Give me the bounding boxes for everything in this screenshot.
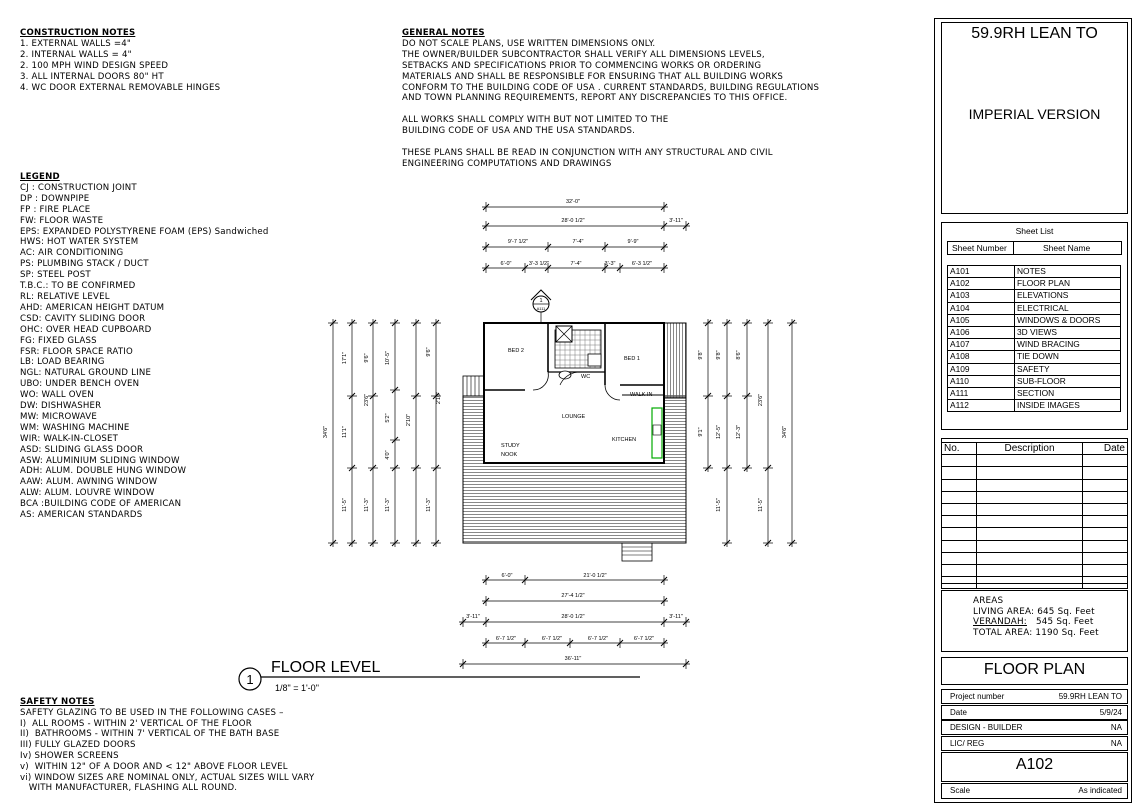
revision-row: [942, 491, 1128, 503]
note-line: MATERIALS AND SHALL BE RESPONSIBLE FOR ENSURING THAT ALL BUILDING WORKS: [402, 71, 783, 82]
sheet-row: [948, 387, 1121, 399]
dim-top-main: 28'-0 1/2": [561, 218, 585, 224]
sheet-list-title: Sheet List: [1015, 226, 1054, 236]
dim-bottom-row3-mid: 28'-0 1/2": [561, 614, 585, 620]
legend-item: FSR: FLOOR SPACE RATIO: [20, 346, 133, 357]
dim-left: 11'-3": [385, 498, 391, 512]
dim-right: 12'-3": [736, 424, 742, 440]
dim-bottom-row4: 6'-7 1/2": [541, 636, 563, 642]
legend-item: SP: STEEL POST: [20, 270, 91, 281]
living-area: LIVING AREA: 645 Sq. Feet: [973, 606, 1095, 617]
sheet-number-cell: A107: [948, 339, 1015, 351]
dim-right: 9'8": [698, 350, 704, 360]
note-line: AND TOWN PLANNING REQUIREMENTS, REPORT ANY DISCREPANCIES TO THIS OFFICE.: [402, 93, 788, 104]
legend-item: AC: AIR CONDITIONING: [20, 248, 124, 259]
view-scale: 1/8" = 1'-0": [275, 683, 319, 693]
legend-item: ASW: ALUMINIUM SLIDING WINDOW: [20, 455, 180, 466]
revision-row: [942, 528, 1128, 540]
sheet-name-cell: SECTION: [1015, 387, 1121, 399]
view-title: FLOOR LEVEL: [271, 659, 381, 676]
legend-item: HWS: HOT WATER SYSTEM: [20, 237, 139, 248]
info-label: LIC/ REG: [950, 738, 985, 748]
sheet-name-cell: INSIDE IMAGES: [1015, 400, 1121, 412]
sheet-number-cell: A106: [948, 326, 1015, 338]
legend-item: OHC: OVER HEAD CUPBOARD: [20, 324, 152, 335]
safety-item: vi) WINDOW SIZES ARE NOMINAL ONLY, ACTUAL SIZES WILL VARY: [20, 772, 315, 783]
view-number: 1: [246, 672, 254, 687]
sheet-title: FLOOR PLAN: [983, 661, 1086, 678]
legend-item: WO: WALL OVEN: [20, 390, 94, 401]
dim-top-right: 3'-11": [669, 218, 683, 224]
dim-top-row4: 3'-3": [604, 261, 616, 267]
section-number: 1: [539, 298, 543, 304]
dim-left: 11'1": [342, 426, 348, 438]
legend: [20, 172, 269, 521]
legend-item: DW: DISHWASHER: [20, 401, 102, 412]
dim-left: 11'-3": [426, 498, 432, 512]
legend-item: WIR: WALK-IN-CLOSET: [20, 433, 119, 444]
verandah-area: [973, 617, 1099, 628]
note-item: 2. INTERNAL WALLS = 4": [20, 49, 132, 60]
dim-bottom-row3-left: 3'-11": [466, 614, 480, 620]
revision-row: [942, 503, 1128, 515]
info-value: 59.9RH LEAN TO: [1058, 692, 1122, 701]
room-label-nook: NOOK: [501, 452, 518, 458]
col-sheet-name: Sheet Name: [1043, 243, 1091, 253]
dim-bottom-row3-right: 3'-11": [669, 614, 683, 620]
dim-top-row4: 6'-0": [500, 261, 512, 267]
sheet-row: [948, 290, 1121, 302]
revision-row: [942, 455, 1128, 467]
safety-item: III) FULLY GLAZED DOORS: [20, 740, 136, 751]
legend-item: BCA :BUILDING CODE OF AMERICAN: [20, 499, 182, 510]
sheet-list-table: [947, 265, 1121, 412]
room-label-study: STUDY: [501, 443, 520, 449]
dim-top-row3: 7'-4": [572, 239, 584, 245]
note-line: ALL WORKS SHALL COMPLY WITH BUT NOT LIMITED TO THE: [402, 115, 669, 126]
legend-item: FP : FIRE PLACE: [20, 204, 91, 215]
dim-right: 9'1": [698, 427, 704, 437]
sheet-row: [948, 400, 1121, 412]
note-line: DO NOT SCALE PLANS, USE WRITTEN DIMENSIONS ONLY.: [402, 38, 656, 49]
dim-top-row3: 9'-7 1/2": [507, 239, 529, 245]
dim-right: 8'6": [736, 350, 742, 360]
sheet-row: [948, 375, 1121, 387]
info-label: Date: [950, 707, 967, 717]
legend-item: ASD: SLIDING GLASS DOOR: [20, 444, 144, 455]
info-label: DESIGN - BUILDER: [950, 723, 1023, 732]
revision-row: [942, 467, 1128, 479]
dim-bottom-row2: 27'-4 1/2": [561, 593, 585, 599]
rev-col-desc: Description: [977, 443, 1083, 455]
sheet-name-cell: SUB-FLOOR: [1015, 375, 1121, 387]
safety-item: II) BATHROOMS - WITHIN 7' VERTICAL OF THE BATH BASE: [20, 729, 280, 740]
rev-col-date: Date: [1083, 443, 1128, 455]
rev-col-no: No.: [942, 443, 977, 455]
sheet-name-cell: FLOOR PLAN: [1015, 278, 1121, 290]
section-marker: [531, 290, 551, 323]
info-value: 5/9/24: [1099, 707, 1122, 717]
sheet-number-cell: A108: [948, 351, 1015, 363]
dim-right: 11'-5": [716, 498, 722, 512]
floor-plan-drawing: [320, 190, 800, 670]
room-label-kitchen: KITCHEN: [612, 437, 637, 443]
legend-item: FW: FLOOR WASTE: [20, 215, 104, 226]
revision-row: [942, 516, 1128, 528]
legend-item: PS: PLUMBING STACK / DUCT: [20, 259, 149, 270]
dim-bottom-row4: 6'-7 1/2": [587, 636, 609, 642]
safety-item: I) ALL ROOMS - WITHIN 2' VERTICAL OF THE FLOOR: [20, 718, 252, 729]
dim-left: 2'10": [406, 413, 412, 427]
scale-value: As indicated: [1078, 786, 1122, 795]
dim-bottom-row4: 6'-7 1/2": [495, 636, 517, 642]
sheet-name-cell: 3D VIEWS: [1015, 326, 1121, 338]
areas: [973, 596, 1099, 638]
total-area: TOTAL AREA: 1190 Sq. Feet: [973, 627, 1099, 638]
safety-item: SAFETY GLAZING TO BE USED IN THE FOLLOWING CASES –: [20, 707, 284, 718]
dim-top-row4: 7'-4": [570, 261, 582, 267]
legend-item: T.B.C.: TO BE CONFIRMED: [20, 281, 136, 292]
kitchen-bench: [652, 408, 662, 458]
sheet-number-cell: A102: [948, 278, 1015, 290]
areas-title: AREAS: [973, 596, 1004, 606]
sheet-number-cell: A103: [948, 290, 1015, 302]
legend-item: DP : DOWNPIPE: [20, 193, 90, 204]
legend-item: EPS: EXPANDED POLYSTYRENE FOAM (EPS) Sandwiched: [20, 226, 269, 237]
sheet-number-cell: A112: [948, 400, 1015, 412]
legend-item: ALW: ALUM. LOUVRE WINDOW: [20, 488, 155, 499]
dim-top-row4: 3'-3 1/2": [528, 261, 550, 267]
legend-item: CJ : CONSTRUCTION JOINT: [20, 182, 137, 193]
legend-title: LEGEND: [20, 172, 60, 182]
dim-bottom-row1: 21'-0 1/2": [583, 573, 607, 579]
note-line: ENGINEERING COMPUTATIONS AND DRAWINGS: [402, 158, 612, 169]
note-line: BUILDING CODE OF USA AND THE USA STANDARDS.: [402, 126, 636, 137]
legend-item: ADH: ALUM. DOUBLE HUNG WINDOW: [20, 466, 187, 477]
version-label: IMPERIAL VERSION: [968, 106, 1101, 122]
general-notes-title: GENERAL NOTES: [402, 28, 485, 38]
dim-top-row4: 6'-3 1/2": [631, 261, 653, 267]
sheet-name-cell: NOTES: [1015, 266, 1121, 278]
dim-top-row3: 9'-9": [627, 239, 639, 245]
info-value: NA: [1110, 723, 1122, 732]
room-label-wc: WC: [581, 374, 591, 380]
legend-item: AS: AMERICAN STANDARDS: [20, 510, 143, 521]
legend-item: RL: RELATIVE LEVEL: [20, 291, 110, 302]
sheet-number-cell: A101: [948, 266, 1015, 278]
safety-item: Iv) SHOWER SCREENS: [20, 750, 119, 761]
verandah-label: VERANDAH:: [973, 617, 1027, 628]
safety-item: WITH MANUFACTURER, FLASHING ALL ROUND.: [20, 783, 238, 794]
legend-item: UBO: UNDER BENCH OVEN: [20, 379, 140, 390]
dim-bottom-row1: 6'-0": [501, 573, 513, 579]
scale-label: Scale: [950, 786, 971, 795]
sheet-number-cell: A105: [948, 314, 1015, 326]
sheet-name-cell: ELECTRICAL: [1015, 302, 1121, 314]
dim-left: 9'6": [364, 353, 370, 363]
revision-row: [942, 479, 1128, 491]
dim-left: 10'-5": [385, 350, 391, 366]
general-notes: [402, 28, 819, 170]
sheet-number-cell: A110: [948, 375, 1015, 387]
project-title: 59.9RH LEAN TO: [971, 25, 1098, 42]
note-line: THE OWNER/BUILDER SUBCONTRACTOR SHALL VERIFY ALL DIMENSIONS LEVELS,: [402, 49, 765, 60]
legend-item: FG: FIXED GLASS: [20, 335, 97, 346]
note-line: THESE PLANS SHALL BE READ IN CONJUNCTION WITH ANY STRUCTURAL AND CIVIL: [402, 147, 773, 158]
sheet-row: [948, 339, 1121, 351]
legend-item: WM: WASHING MACHINE: [20, 422, 130, 433]
sheet-row: [948, 326, 1121, 338]
revision-row: [942, 540, 1128, 552]
dim-left: 5'2": [385, 413, 391, 423]
note-item: 2. 100 MPH WIND DESIGN SPEED: [20, 60, 169, 71]
dim-left: 4'0": [385, 450, 391, 460]
col-sheet-number: Sheet Number: [952, 243, 1007, 253]
construction-notes-title: CONSTRUCTION NOTES: [20, 28, 136, 38]
note-line: SETBACKS AND SPECIFICATIONS PRIOR TO COMMENCING WORKS OR ORDERING: [402, 60, 762, 71]
sheet-number: A102: [1015, 756, 1054, 773]
sheet-name-cell: SAFETY: [1015, 363, 1121, 375]
dim-bottom-row4: 6'-7 1/2": [633, 636, 655, 642]
legend-item: MW: MICROWAVE: [20, 411, 97, 422]
note-item: 3. ALL INTERNAL DOORS 80" HT: [20, 71, 164, 82]
section-sheet: A111: [536, 306, 546, 311]
note-item: 1. EXTERNAL WALLS =4": [20, 38, 132, 49]
revision-row: [942, 552, 1128, 564]
legend-item: AHD: AMERICAN HEIGHT DATUM: [20, 302, 165, 313]
safety-notes: [20, 697, 314, 794]
sheet-row: [948, 351, 1121, 363]
revision-row: [942, 564, 1128, 576]
sheet-name-cell: ELEVATIONS: [1015, 290, 1121, 302]
info-label: Project number: [950, 692, 1005, 701]
room-label-bed2: BED 2: [508, 348, 524, 354]
sheet-name-cell: WINDOWS & DOORS: [1015, 314, 1121, 326]
sheet-row: [948, 363, 1121, 375]
dim-right: 12'-5": [716, 424, 722, 440]
info-value: NA: [1110, 738, 1122, 748]
sheet-name-cell: TIE DOWN: [1015, 351, 1121, 363]
room-label-walkin: WALK IN: [630, 392, 653, 398]
note-item: 4. WC DOOR EXTERNAL REMOVABLE HINGES: [20, 82, 221, 93]
stairs-left: [463, 376, 484, 396]
sheet-row: [948, 278, 1121, 290]
sheet-number-cell: A111: [948, 387, 1015, 399]
safety-item: v) WITHIN 12" OF A DOOR AND < 12" ABOVE FLOOR LEVEL: [20, 761, 288, 772]
revisions-table: [941, 442, 1128, 589]
dim-left: 11'-5": [342, 498, 348, 512]
dim-left: 9'6": [426, 347, 432, 357]
dim-left: 17'1": [342, 351, 348, 365]
dim-right: 23'6": [758, 393, 764, 407]
legend-item: LB: LOAD BEARING: [20, 357, 105, 368]
stairs-bottom: [622, 543, 652, 561]
sheet-row: [948, 266, 1121, 278]
dim-left: 23'6": [364, 393, 370, 407]
room-label-bed1: BED 1: [624, 356, 640, 362]
sheet-number-cell: A109: [948, 363, 1015, 375]
sheet-name-cell: WIND BRACING: [1015, 339, 1121, 351]
sheet-row: [948, 314, 1121, 326]
dim-bottom-overall: 36'-11": [564, 656, 582, 662]
legend-item: AAW: ALUM. AWNING WINDOW: [20, 477, 158, 488]
revision-row: [942, 577, 1128, 589]
dim-left: 11'-3": [364, 498, 370, 512]
dim-right-overall: 34'6": [782, 425, 788, 439]
dim-left: 2'10": [436, 391, 442, 405]
sheet-number-cell: A104: [948, 302, 1015, 314]
note-line: CONFORM TO THE BUILDING CODE OF USA . CURRENT STANDARDS, BUILDING REGULATIONS: [402, 82, 820, 93]
dim-left-overall: 34'6": [323, 425, 329, 439]
legend-item: NGL: NATURAL GROUND LINE: [20, 368, 152, 379]
verandah-side-decking: [664, 323, 686, 398]
safety-notes-title: SAFETY NOTES: [20, 697, 95, 707]
dim-right: 11'-5": [758, 498, 764, 512]
sheet-row: [948, 302, 1121, 314]
room-label-lounge: LOUNGE: [562, 414, 586, 420]
vanity: [588, 354, 601, 366]
construction-notes: [20, 28, 220, 93]
dim-top-overall: 32'-0": [565, 199, 581, 205]
dim-right: 9'8": [716, 350, 722, 360]
legend-item: CSD: CAVITY SLIDING DOOR: [20, 313, 146, 324]
verandah-value: 545 Sq. Feet: [1035, 617, 1094, 628]
